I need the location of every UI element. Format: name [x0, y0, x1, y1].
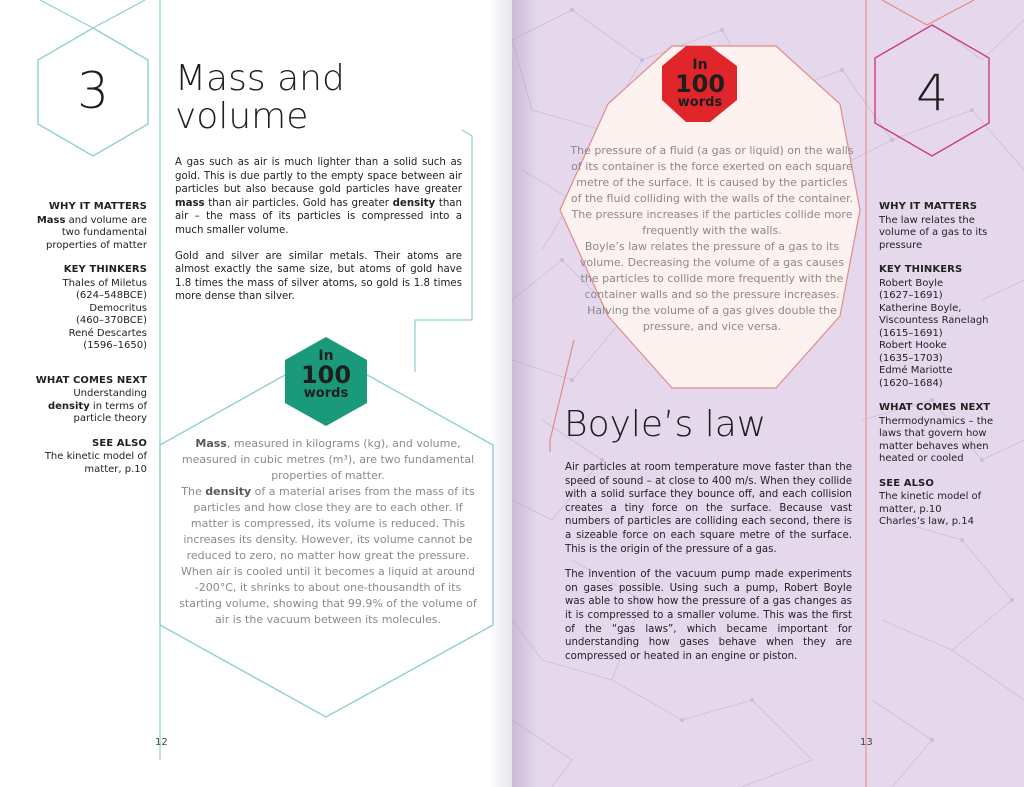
key-thinkers-right [879, 264, 999, 390]
left-summary [178, 436, 478, 628]
right-body-paragraph-1: Air particles at room temperature move faster than the speed of sound – at close to 400 m/s. When they collide with a solid surface they bounce off, and each collision creates a tiny force on the surface. Because vast numbers of particles are colliding each second, there is a sizeable force on each square metre of the surface. This is the origin of the pressure of a gas. [565, 462, 852, 555]
thinker-dates: (1620–1684) [879, 377, 943, 389]
see-text-right: Charles’s law, p.14 [879, 516, 974, 527]
next-text: Understanding density in terms of particle theory [47, 388, 147, 424]
see-text: The kinetic model of matter, p.10 [44, 451, 147, 475]
why-it-matters [30, 201, 147, 252]
next-text-right: Thermodynamics – the laws that govern how matter behaves when heated or cooled [879, 415, 994, 464]
chapter-number: 3 [77, 62, 109, 120]
right-summary [570, 143, 854, 335]
left-body-text [175, 156, 462, 316]
why-text-right: The law relates the volume of a gas to its pressure [879, 214, 988, 251]
thinker-dates: (1596–1650) [83, 340, 147, 351]
next-heading-right: WHAT COMES NEXT [879, 402, 991, 413]
thinker: Thales of Miletus [62, 277, 147, 289]
summary-right-2: Boyle’s law relates the pressure of a gas to its volume. Decreasing the volume of a gas causes the particles to collide more frequently with the container walls and so the pressure increases. Halving the volume of a gas gives double the pressure, and vice versa. [579, 240, 845, 333]
title-line-1: Mass and [175, 58, 345, 99]
body-paragraph-2: Gold and silver are similar metals. Their atoms are almost exactly the same size, but atoms of gold have 1.8 times the mass of silver atoms, so gold is 1.8 times more dense than silver. [175, 250, 462, 303]
why-heading: WHY IT MATTERS [48, 201, 147, 212]
thinker: Edmé Mariotte [879, 365, 953, 376]
see-also [30, 438, 147, 477]
chapter-number-right: 4 [916, 64, 948, 122]
thinker: Katherine Boyle, [879, 302, 962, 314]
fold-shadow-right [512, 0, 538, 787]
summary-right-1: The pressure of a fluid (a gas or liquid) on the walls of its container is the force exerted on each square metre of the surface. It is caused by the particles of the fluid colliding with the walls of the container. The pressure increases if the particles collide more frequently with the walls. [570, 144, 854, 237]
thinker-dates: (1627–1691) [879, 290, 943, 301]
page-title [175, 60, 345, 136]
why-it-matters-right [879, 201, 999, 252]
thinker: Democritus [89, 302, 147, 314]
body-paragraph-1: A gas such as air is much lighter than a solid such as gold. This is due partly to the empty space between air particles but also because gold particles have greater mass than air particles. Gold has greater density than air – the mass of its particles is compressed into a much smaller volume. [175, 157, 463, 236]
thinker: Viscountess Ranelagh [879, 315, 989, 326]
page-number-left: 12 [155, 737, 168, 748]
see-heading: SEE ALSO [92, 437, 147, 449]
right-body-text [565, 461, 852, 675]
why-heading-right: WHY IT MATTERS [879, 201, 978, 212]
summary-sentence-3: When air is cooled until it becomes a liquid at around -200°C, it shrinks to about one-thousandth of its starting volume, showing that 99.9% of the volume of air is the vacuum between its molecules. [179, 565, 477, 626]
title-line-2: volume [175, 95, 309, 137]
right-sidebar [879, 201, 999, 541]
see-heading-right: SEE ALSO [879, 477, 934, 489]
what-comes-next [30, 375, 147, 426]
page-title-right: Boyle’s law [564, 404, 767, 445]
key-thinkers [30, 264, 147, 353]
summary-sentence-1: Mass, measured in kilograms (kg), and volume, measured in cubic metres (m³), are two fundamental properties of matter. [181, 437, 475, 482]
see-text-right: The kinetic model of matter, p.10 [879, 491, 982, 515]
thinker: Robert Boyle [879, 277, 944, 289]
summary-sentence-2: The density of a material arises from the mass of its particles and how close they are to each other. If matter is compressed, its volume is reduced. This increases its density. However, its volume cannot be reduced to zero, no matter how great the pressure. [181, 485, 475, 562]
thinker-dates: (1615–1691) [879, 327, 943, 339]
right-body-paragraph-2: The invention of the vacuum pump made experiments on gases possible. Using such a pump, Robert Boyle was able to show how the pressure of a gas changes as it is compressed to a smaller volume. This was the first of the “gas laws”, which became important for understanding how gases behave when they are compressed or heated in an engine or piston. [565, 569, 852, 662]
see-also-right [879, 478, 999, 529]
thinker: Robert Hooke [879, 340, 947, 351]
thinkers-heading: KEY THINKERS [63, 264, 147, 275]
badge-text-right: In 100 words [674, 57, 726, 110]
why-text: Mass and volume are two fundamental properties of matter [36, 214, 147, 251]
thinker: René Descartes [68, 327, 147, 339]
next-heading: WHAT COMES NEXT [35, 374, 147, 386]
thinker-dates: (624–548BCE) [76, 290, 147, 301]
fold-shadow-left [488, 0, 512, 787]
what-comes-next-right [879, 402, 999, 466]
thinkers-heading-right: KEY THINKERS [879, 264, 963, 275]
right-page [512, 0, 1024, 787]
badge-text-left: In 100 words [300, 348, 352, 401]
left-sidebar [30, 201, 147, 488]
thinker-dates: (1635–1703) [879, 352, 943, 364]
page-number-right: 13 [860, 737, 873, 748]
thinker-dates: (460–370BCE) [76, 315, 147, 326]
